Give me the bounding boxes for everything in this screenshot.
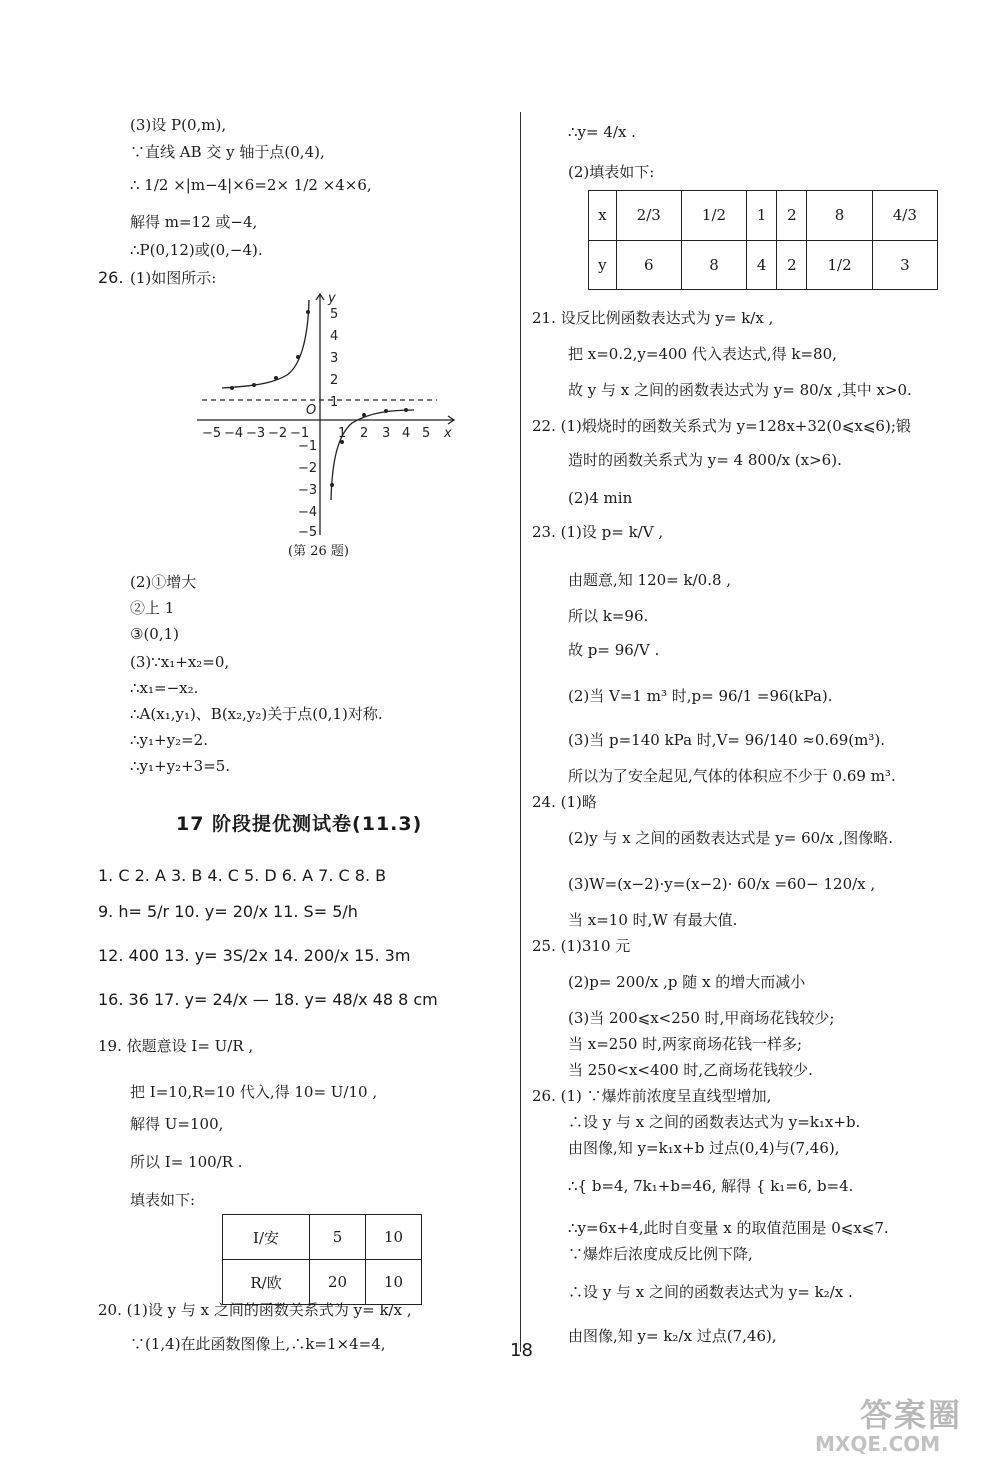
y-tick-label: 2 (330, 373, 339, 388)
text-line: 解得 U=100, (130, 1115, 224, 1133)
text-line: 当 250<x<400 时,乙商场花钱较少. (568, 1061, 813, 1079)
plot-point (230, 386, 234, 390)
text-line: 24. (1)略 (532, 793, 597, 811)
text-line: ∵(1,4)在此函数图像上,∴k=1×4=4, (130, 1335, 386, 1353)
plot-point (330, 483, 334, 487)
table-cell: 1/2 (681, 191, 746, 241)
y-tick-label: 4 (330, 329, 339, 344)
table-row (589, 240, 938, 290)
question-number: 26. (98, 268, 124, 287)
table-19 (222, 1214, 422, 1305)
text-line: (3)当 p=140 kPa 时,V= 96/140 ≈0.69(m³). (568, 731, 885, 749)
text-line: (3)∵x₁+x₂=0, (130, 653, 230, 671)
y-tick-label: 5 (330, 307, 339, 322)
text-line: 所以 I= 100/R . (130, 1153, 243, 1171)
answer-line: 1. C 2. A 3. B 4. C 5. D 6. A 7. C 8. B (98, 866, 387, 885)
table-cell: 3 (872, 240, 937, 290)
x-tick-label: 5 (422, 426, 431, 441)
plot-point (404, 408, 408, 412)
text-line: ∴{ b=4, 7k₁+b=46, 解得 { k₁=6, b=4. (568, 1177, 854, 1195)
text-line: (3)W=(x−2)·y=(x−2)· 60/x =60− 120/x , (568, 875, 876, 893)
text-line: (2)①增大 (130, 573, 197, 591)
text-line: 由题意,知 120= k/0.8 , (568, 571, 732, 589)
table-cell: 2/3 (616, 191, 681, 241)
x-tick-label: 1 (338, 426, 347, 441)
text-line: ∴A(x₁,y₁)、B(x₂,y₂)关于点(0,1)对称. (130, 705, 383, 723)
text-line: ∴y= 4/x . (568, 123, 636, 141)
text-line: ∴设 y 与 x 之间的函数表达式为 y= k₂/x . (568, 1283, 853, 1301)
text-line: 故 y 与 x 之间的函数表达式为 y= 80/x ,其中 x>0. (568, 381, 912, 399)
text-line: ∴y=6x+4,此时自变量 x 的取值范围是 0⩽x⩽7. (568, 1219, 889, 1237)
y-tick-label: −4 (298, 505, 318, 520)
plot-point (274, 376, 278, 380)
x-axis-label: x (444, 426, 452, 441)
text-line: (2)当 V=1 m³ 时,p= 96/1 =96(kPa). (568, 687, 833, 705)
table-cell: 10 (366, 1260, 422, 1305)
text-line: 26. (1) ∵爆炸前浓度呈直线型增加, (532, 1087, 772, 1105)
x-tick-label: 3 (382, 426, 391, 441)
text-line: 22. (1)煅烧时的函数关系式为 y=128x+32(0⩽x⩽6);锻 (532, 417, 911, 435)
table-cell: 2 (777, 240, 807, 290)
y-tick-label: 3 (330, 351, 339, 366)
y-axis-label: y (328, 291, 336, 306)
x-tick-label: 4 (402, 426, 411, 441)
table-cell: y (589, 240, 617, 290)
table-row (223, 1260, 422, 1305)
text-line: (1)如图所示: (130, 269, 217, 287)
text-line: 当 x=10 时,W 有最大值. (568, 911, 738, 929)
text-line: ∴ 1/2 ×|m−4|×6=2× 1/2 ×4×6, (130, 176, 372, 194)
table-cell: 20 (310, 1260, 366, 1305)
text-line: 当 x=250 时,两家商场花钱一样多; (568, 1035, 803, 1053)
text-line: ∴y₁+y₂=2. (130, 731, 208, 749)
watermark-logo: 答案圈 (860, 1396, 963, 1434)
table-cell: R/欧 (223, 1260, 310, 1305)
text-line: 25. (1)310 元 (532, 937, 631, 955)
column-divider (520, 112, 521, 1352)
text-line: 所以为了安全起见,气体的体积应不少于 0.69 m³. (568, 767, 896, 785)
function-graph (192, 290, 462, 540)
table-cell: 10 (366, 1215, 422, 1260)
text-line: ②上 1 (130, 599, 175, 617)
table-cell: 6 (616, 240, 681, 290)
text-line: 解得 m=12 或−4, (130, 213, 258, 231)
text-line: ∴设 y 与 x 之间的函数表达式为 y=k₁x+b. (568, 1113, 861, 1131)
page-number: 18 (510, 1340, 533, 1361)
text-line: 21. 设反比例函数表达式为 y= k/x , (532, 309, 774, 327)
table-cell: 1 (747, 191, 777, 241)
y-tick-label: −1 (298, 439, 318, 454)
curve-left-branch (222, 300, 309, 388)
table-row (589, 191, 938, 241)
text-line: (2)y 与 x 之间的函数表达式是 y= 60/x ,图像略. (568, 829, 893, 847)
table-row (223, 1215, 422, 1260)
y-tick-label: −3 (298, 483, 318, 498)
x-tick-label: −3 (246, 426, 266, 441)
origin-label: O (306, 403, 317, 418)
x-tick-label: −2 (268, 426, 288, 441)
y-tick-label: 1 (330, 395, 339, 410)
table-cell: 8 (807, 191, 872, 241)
text-line: 造时的函数关系式为 y= 4 800/x (x>6). (568, 451, 842, 469)
plot-point (362, 413, 366, 417)
table-cell: 4 (747, 240, 777, 290)
table-cell: x (589, 191, 617, 241)
plot-point (306, 310, 310, 314)
text-line: (2)填表如下: (568, 163, 655, 181)
text-line: (2)4 min (568, 489, 633, 507)
text-line: 故 p= 96/V . (568, 641, 660, 659)
text-line: 由图像,知 y=k₁x+b 过点(0,4)与(7,46), (568, 1139, 840, 1157)
text-line: ∵爆炸后浓度成反比例下降, (568, 1245, 753, 1263)
table-cell: 1/2 (807, 240, 872, 290)
text-line: ∴y₁+y₂+3=5. (130, 757, 231, 775)
x-tick-label: −1 (290, 426, 310, 441)
figure-caption: (第 26 题) (288, 544, 349, 559)
table-20 (588, 190, 938, 290)
y-tick-label: −2 (298, 461, 318, 476)
text-line: ∴P(0,12)或(0,−4). (130, 241, 263, 259)
section-title: 17 阶段提优测试卷(11.3) (176, 813, 423, 835)
table-cell: 4/3 (872, 191, 937, 241)
answer-line: 16. 36 17. y= 24/x — 18. y= 48/x 48 8 cm (98, 990, 438, 1009)
text-line: 由图像,知 y= k₂/x 过点(7,46), (568, 1327, 777, 1345)
plot-point (384, 409, 388, 413)
table-cell: I/安 (223, 1215, 310, 1260)
text-line: (3)设 P(0,m), (130, 116, 227, 134)
text-line: 把 x=0.2,y=400 代入表达式,得 k=80, (568, 345, 837, 363)
text-line: 所以 k=96. (568, 607, 649, 625)
x-tick-label: −4 (224, 426, 244, 441)
watermark-site: MXQE.COM (815, 1432, 941, 1456)
text-line: ③(0,1) (130, 625, 180, 643)
plot-point (252, 383, 256, 387)
text-line: 19. 依题意设 I= U/R , (98, 1037, 254, 1055)
y-tick-label: −5 (298, 525, 318, 540)
table-cell: 2 (777, 191, 807, 241)
text-line: (3)当 200⩽x<250 时,甲商场花钱较少; (568, 1009, 835, 1027)
table-cell: 5 (310, 1215, 366, 1260)
table-cell: 8 (681, 240, 746, 290)
text-line: 20. (1)设 y 与 x 之间的函数关系式为 y= k/x , (98, 1301, 412, 1319)
answer-line: 9. h= 5/r 10. y= 20/x 11. S= 5/h (98, 902, 358, 921)
answer-line: 12. 400 13. y= 3S/2x 14. 200/x 15. 3m (98, 946, 411, 965)
curve-right-branch (331, 410, 414, 500)
text-line: 把 I=10,R=10 代入,得 10= U/10 , (130, 1083, 378, 1101)
text-line: ∵直线 AB 交 y 轴于点(0,4), (130, 143, 325, 161)
text-line: (2)p= 200/x ,p 随 x 的增大而减小 (568, 973, 806, 991)
x-tick-label: 2 (360, 426, 369, 441)
text-line: 23. (1)设 p= k/V , (532, 523, 664, 541)
text-line: 填表如下: (130, 1191, 196, 1209)
plot-point (296, 355, 300, 359)
x-tick-label: −5 (202, 426, 222, 441)
text-line: ∴x₁=−x₂. (130, 679, 199, 697)
